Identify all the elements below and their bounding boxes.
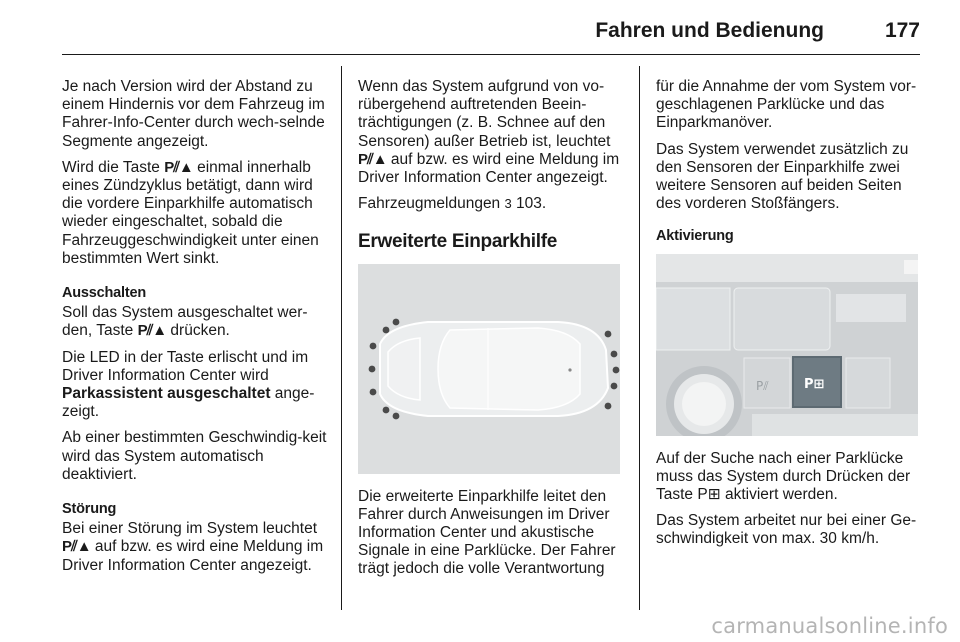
paragraph: Das System arbeitet nur bei einer Ge-schwindigkeit von max. 30 km/h. xyxy=(656,512,917,548)
paragraph: Fahrzeugmeldungen 3 103. xyxy=(358,195,547,213)
svg-text:P⫽: P⫽ xyxy=(756,378,769,393)
paragraph: Ab einer bestimmten Geschwindig-keit wird das System automatisch deaktiviert. xyxy=(62,429,327,483)
advanced-park-assist-icon: P⊞ xyxy=(697,486,721,504)
chapter-title: Fahren und Bedienung xyxy=(595,19,824,42)
paragraph: Soll das System ausgeschaltet wer-den, Taste P⫽▲ drücken. xyxy=(62,304,308,340)
paragraph: Die LED in der Taste erlischt und im Driver Information Center wird Parkassistent ausgeschaltet ange-zeigt. xyxy=(62,348,315,421)
paragraph: Je nach Version wird der Abstand zu einem Hindernis vor dem Fahrzeug im Fahrer-Info-Center durch wech-selnde Segmente angezeigt. xyxy=(62,78,325,150)
paragraph: Die erweiterte Einparkhilfe leitet den Fahrer durch Anweisungen im Driver Information Center und akustische Signale in eine Parklücke. Der Fahrer trägt jedoch die volle Verantwortung xyxy=(358,487,616,578)
paragraph: für die Annahme der vom System vor-geschlagenen Parklücke und das Einparkmanöver. xyxy=(656,78,917,132)
subheading-stoerung: Störung xyxy=(62,501,117,518)
page-reference-icon: 3 xyxy=(504,196,512,212)
column-divider xyxy=(341,66,342,610)
svg-text:P⊞: P⊞ xyxy=(804,376,825,392)
watermark: carmanualsonline.info xyxy=(711,614,948,638)
park-assist-icon: P⫽▲ xyxy=(137,322,167,340)
activation-button-photo xyxy=(656,254,918,436)
paragraph: Wenn das System aufgrund von vo-rübergehend auftretenden Beein-trächtigungen (z. B. Schnee auf den Sensoren) außer Betrieb ist, leuchtet P⫽▲ auf bzw. es wird eine Meldung im Driver Information Center angezeigt. xyxy=(358,78,620,187)
page-header xyxy=(62,14,920,55)
column-2 xyxy=(358,78,626,587)
subheading-ausschalten: Ausschalten xyxy=(62,285,147,302)
paragraph: Auf der Suche nach einer Parklücke muss das System durch Drücken der Taste P⊞ aktiviert werden. xyxy=(656,449,911,504)
car-sensor-illustration xyxy=(358,264,620,474)
paragraph: Das System verwendet zusätzlich zu den Sensoren der Einparkhilfe zwei weitere Sensoren auf beiden Seiten des vorderen Stoßfängers. xyxy=(656,140,909,213)
column-3 xyxy=(656,78,924,557)
park-assist-icon: P⫽▲ xyxy=(62,538,91,556)
paragraph: Bei einer Störung im System leuchtet P⫽▲ auf bzw. es wird eine Meldung im Driver Information Center angezeigt. xyxy=(62,520,324,574)
column-divider xyxy=(639,66,640,610)
section-heading: Erweiterte Einparkhilfe xyxy=(358,231,558,253)
paragraph: Wird die Taste P⫽▲ einmal innerhalb eines Zündzyklus betätigt, dann wird die vordere Einparkhilfe automatisch wieder eingeschaltet, sobald die Fahrzeuggeschwindigkeit unter einen bestimmten Wert sinkt. xyxy=(62,158,319,267)
column-1 xyxy=(62,78,330,583)
park-assist-icon: P⫽▲ xyxy=(358,150,387,168)
park-assist-icon: P⫽▲ xyxy=(164,158,193,176)
page-number: 177 xyxy=(884,19,920,42)
subheading-aktivierung: Aktivierung xyxy=(656,228,734,245)
